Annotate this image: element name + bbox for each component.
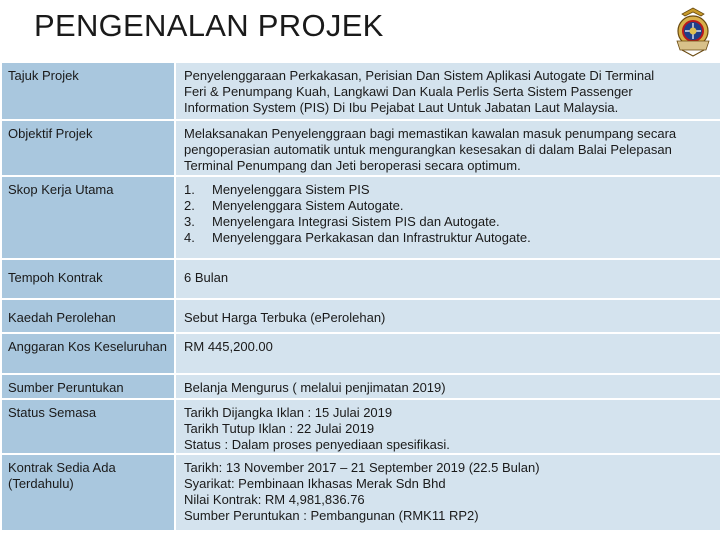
row-label: Sumber Peruntukan — [2, 374, 175, 399]
row-label: Kaedah Perolehan — [2, 299, 175, 333]
table-row — [2, 299, 720, 333]
scope-list — [184, 182, 714, 246]
row-label: Status Semasa — [2, 399, 175, 454]
row-value — [175, 176, 720, 259]
table-row — [2, 176, 720, 259]
table-row — [2, 63, 720, 120]
table-row — [2, 374, 720, 399]
crest-emblem-icon — [670, 4, 716, 60]
row-label: Tajuk Projek — [2, 63, 175, 120]
page-title: PENGENALAN PROJEK — [34, 8, 384, 43]
list-item: 3. Menyelengara Integrasi Sistem PIS dan Autogate. — [184, 214, 500, 229]
row-label: Objektif Projek — [2, 120, 175, 176]
row-value: Sebut Harga Terbuka (ePerolehan) — [175, 299, 720, 333]
row-label: Tempoh Kontrak — [2, 259, 175, 299]
row-value: Tarikh: 13 November 2017 – 21 September 2019 (22.5 Bulan) Syarikat: Pembinaan Ikhasas Merak Sdn Bhd Nilai Kontrak: RM 4,981,836.76 Sumber Peruntukan : Pembangunan (RMK11 RP2) — [175, 454, 720, 531]
row-label: Skop Kerja Utama — [2, 176, 175, 259]
row-value: Penyelenggaraan Perkakasan, Perisian Dan Sistem Aplikasi Autogate Di Terminal Feri & Penumpang Kuah, Langkawi Dan Kuala Perlis Serta Sistem Passenger Information System (PIS) Di Ibu Pejabat Laut Untuk Jabatan Laut Malaysia. — [175, 63, 720, 120]
row-label: Anggaran Kos Keseluruhan — [2, 333, 175, 374]
row-value: Tarikh Dijangka Iklan : 15 Julai 2019 Tarikh Tutup Iklan : 22 Julai 2019 Status : Dalam proses penyediaan spesifikasi. — [175, 399, 720, 454]
row-value: RM 445,200.00 — [175, 333, 720, 374]
row-value: Melaksanakan Penyelenggraan bagi memastikan kawalan masuk penumpang secara pengoperasian automatik untuk mengurangkan kesesakan di dalam Balai Pelepasan Terminal Penumpang dan Jeti beroperasi secara optimum. — [175, 120, 720, 176]
project-info-table — [2, 63, 720, 532]
row-value: 6 Bulan — [175, 259, 720, 299]
table-row — [2, 454, 720, 531]
table-row — [2, 333, 720, 374]
row-label: Kontrak Sedia Ada (Terdahulu) — [2, 454, 175, 531]
table-row — [2, 399, 720, 454]
row-value: Belanja Mengurus ( melalui penjimatan 2019) — [175, 374, 720, 399]
table-row — [2, 259, 720, 299]
table-row — [2, 120, 720, 176]
list-item: 1. Menyelenggara Sistem PIS — [184, 182, 370, 197]
list-item: 4. Menyelenggara Perkakasan dan Infrastruktur Autogate. — [184, 230, 531, 245]
list-item: 2. Menyelenggara Sistem Autogate. — [184, 198, 404, 213]
